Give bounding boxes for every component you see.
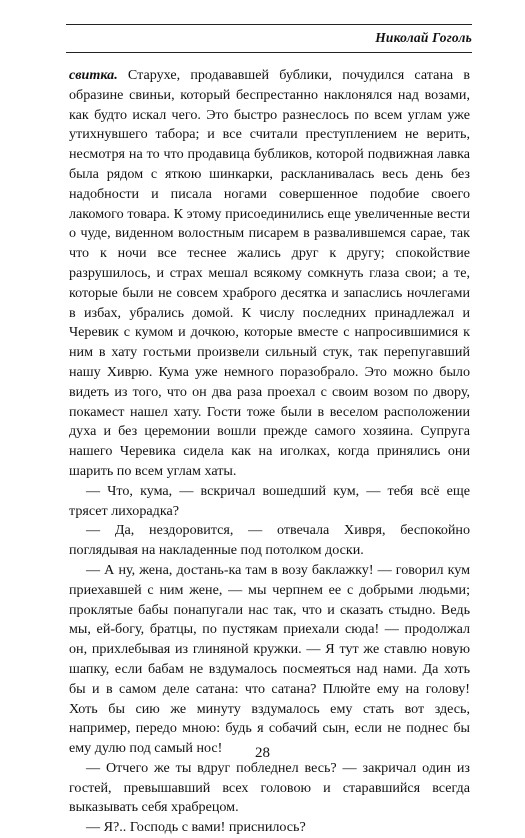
dialogue-line: — Да, нездоровится, — отвечала Хивря, беспокойно поглядывая на накладенные под потолком доски. (69, 522, 470, 559)
header-rule-top (66, 24, 472, 25)
body-text (69, 66, 470, 838)
paragraph-text: Старухе, продававшей бублики, почудился сатана в образине свиньи, который беспрестанно наклонялся над возами, как будто искал чего. Это быстро разнеслось по всем углам уже утихнувшего табора; и все считали преступлением не верить, несмотря на то что продавица бубликов, которой подвижная лавка была рядом с яткою шинкарки, раскланивалась весь день без надобности и писала ногами совершенное подобие своего лакомого товара. К этому присоединились еще увеличенные вести о чуде, виденном волостным писарем в развалившемся сарае, так что к ночи все теснее жались друг к другу; спокойствие разрушилось, и страх мешал всякому сомкнуть глаза свои; а те, которые были не совсем храброго десятка и запаслись ночлегами в избах, убрались домой. К числу последних принадлежал и Черевик с кумом и дочкою, которые вместе с напросившимися к ним в хату гостьми произвели сильный стук, так перепугавший нашу Хиврю. Кума уже немного поразобрало. Это можно было видеть из того, что он два раза проехал с своим возом по двору, покамест нашел хату. Гости тоже были в веселом расположении духа и без церемонии вошли прежде самого хозяина. Супруга нашего Черевика сидела как на иголках, когда принялись они шарить по всем углам хаты. (69, 67, 470, 479)
italic-word: свитка. (69, 67, 118, 83)
dialogue-line: — Что, кума, — вскричал вошедший кум, — тебя всё еще трясет лихорадка? (69, 482, 470, 519)
paragraph (69, 66, 470, 482)
dialogue-line: — Отчего же ты вдруг побледнел весь? — закричал один из гостей, превышавший всех головою и старавшийся всегда выказывать себя храбрецом. (69, 759, 470, 816)
dialogue-line: — А ну, жена, достань-ка там в возу баклажку! — говорил кум приехавшей с ним жене, — мы черпнем ее с добрыми людьми; проклятые бабы понапугали нас так, что и сказать стыдно. Ведь мы, ей-богу, братцы, по пустякам приехали сюда! — продолжал он, прихлебывая из глиняной кружки. — Я тут же ставлю новую шапку, если бабам не вздумалось посмеяться над нами. Да хоть бы и в самом деле сатана: что сатана? Плюйте ему на голову! Хоть бы сию же минуту вздумалось ему стать вот здесь, например, передо мною: будь я собачий сын, если не поднес бы ему дулю под самый нос! (69, 561, 470, 757)
dialogue-line: — Я?.. Господь с вами! приснилось? (86, 819, 306, 836)
page-number: 28 (255, 745, 270, 761)
header-rule-bottom (66, 52, 472, 53)
running-header: Николай Гоголь (375, 30, 472, 45)
